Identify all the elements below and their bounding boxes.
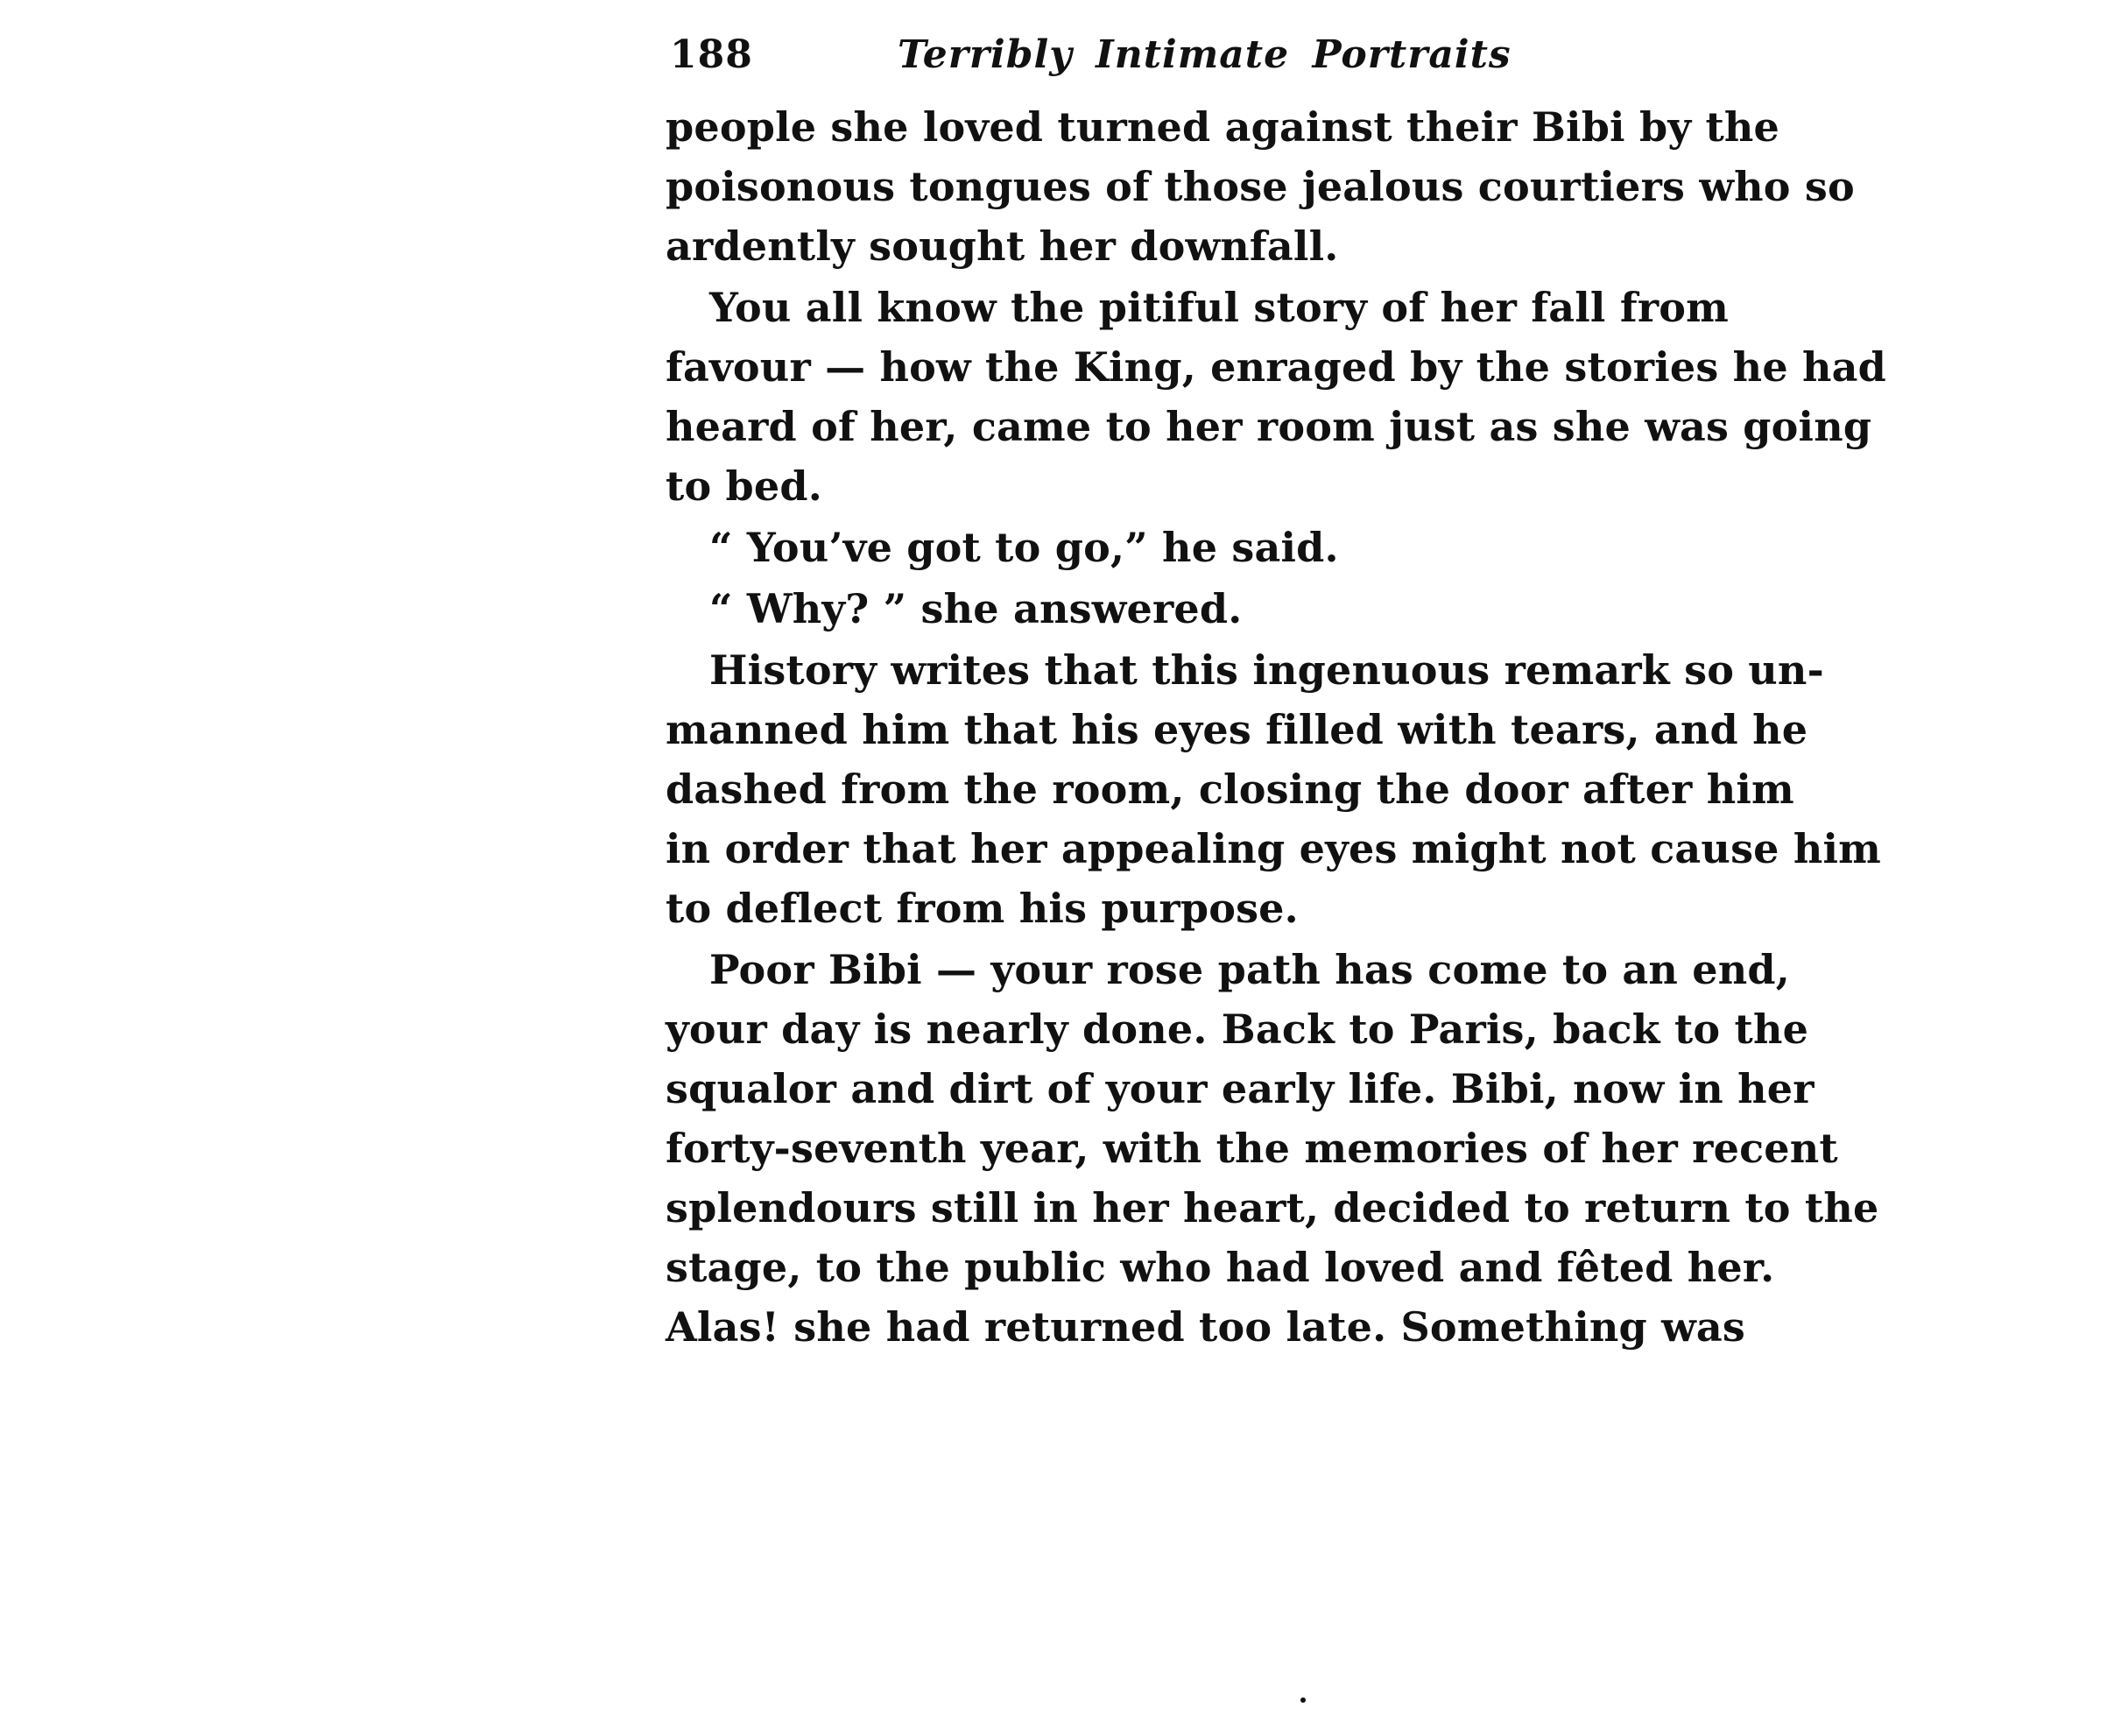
text-line: heard of her, came to her room just as she was going	[666, 403, 1872, 450]
page-number: 188	[670, 32, 753, 77]
printer-mark	[1300, 1697, 1306, 1703]
running-title: Terribly Intimate Portraits	[898, 32, 1512, 77]
text-line: forty-seventh year, with the memories of her recent	[666, 1125, 1838, 1172]
text-line: to bed.	[666, 462, 822, 510]
text-line: manned him that his eyes filled with tears, and he	[666, 706, 1808, 753]
text-line: “ Why? ” she answered.	[709, 585, 1243, 632]
text-line: Alas! she had returned too late. Something was	[666, 1303, 1746, 1351]
text-line: in order that her appealing eyes might not cause him	[666, 825, 1882, 872]
text-line: squalor and dirt of your early life. Bibi, now in her	[666, 1065, 1815, 1112]
text-line: You all know the pitiful story of her fall from	[709, 284, 1730, 331]
text-line: ardently sought her downfall.	[666, 222, 1339, 270]
text-line: to deflect from his purpose.	[666, 885, 1299, 932]
text-line: favour — how the King, enraged by the stories he had	[666, 343, 1887, 391]
text-line: poisonous tongues of those jealous courtiers who so	[666, 163, 1855, 210]
text-line: stage, to the public who had loved and fêted her.	[666, 1244, 1775, 1291]
text-line: “ You’ve got to go,” he said.	[709, 524, 1339, 571]
text-line: splendours still in her heart, decided to return to the	[666, 1184, 1879, 1231]
text-line: Poor Bibi — your rose path has come to an end,	[709, 946, 1790, 993]
text-line: dashed from the room, closing the door after him	[666, 766, 1794, 813]
text-line: people she loved turned against their Bibi by the	[666, 103, 1780, 151]
text-line: your day is nearly done. Back to Paris, back to the	[666, 1006, 1809, 1053]
page-header	[670, 25, 1642, 86]
text-line: History writes that this ingenuous remark so un-	[709, 646, 1824, 694]
body-text	[666, 97, 1887, 1357]
